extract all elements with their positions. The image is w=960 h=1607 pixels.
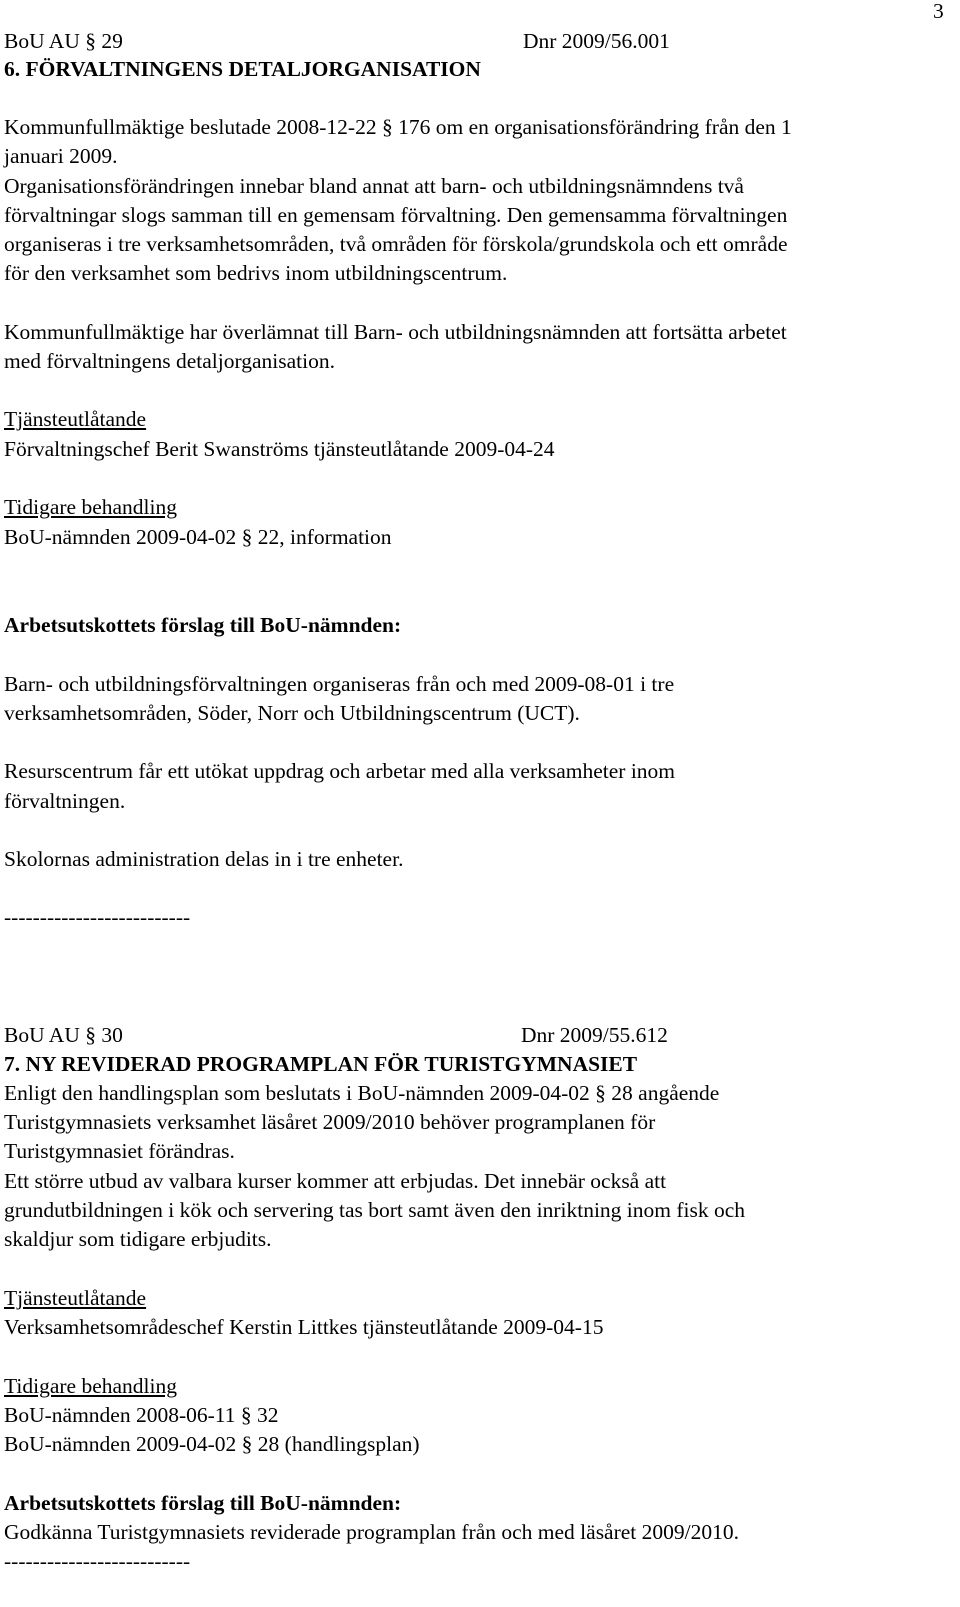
body-line: Ett större utbud av valbara kurser kommer att erbjudas. Det innebär också att: [4, 1169, 667, 1193]
tjansteutlatande-heading: Tjänsteutlåtande: [4, 407, 147, 431]
tidigare-behandling-text: BoU-nämnden 2009-04-02 § 22, information: [4, 525, 392, 549]
intro-line: januari 2009.: [4, 144, 118, 168]
intro-line: Organisationsförändringen innebar bland annat att barn- och utbildningsnämndens två: [4, 174, 744, 198]
diary-number: Dnr 2009/56.001: [523, 29, 670, 53]
proposal-line: Barn- och utbildningsförvaltningen organiseras från och med 2009-08-01 i tre: [4, 672, 675, 696]
body-line: skaldjur som tidigare erbjudits.: [4, 1227, 272, 1251]
proposal-line: förvaltningen.: [4, 789, 126, 813]
tidigare-behandling-text: BoU-nämnden 2008-06-11 § 32: [4, 1403, 279, 1427]
tjansteutlatande-text: Verksamhetsområdeschef Kerstin Littkes tjänsteutlåtande 2009-04-15: [4, 1315, 604, 1339]
proposal-line: Skolornas administration delas in i tre enheter.: [4, 847, 404, 871]
section-ref: BoU AU § 30: [4, 1023, 123, 1047]
proposal-heading: Arbetsutskottets förslag till BoU-nämnden:: [4, 613, 402, 637]
tjansteutlatande-heading: Tjänsteutlåtande: [4, 1286, 147, 1310]
section-ref: BoU AU § 29: [4, 29, 123, 53]
paragraph-line: med förvaltningens detaljorganisation.: [4, 349, 335, 373]
body-line: Turistgymnasiets verksamhet läsåret 2009/2010 behöver programplanen för: [4, 1110, 656, 1134]
section-title: 7. NY REVIDERAD PROGRAMPLAN FÖR TURISTGYMNASIET: [4, 1052, 638, 1076]
page-number: 3: [933, 0, 944, 23]
paragraph-line: Kommunfullmäktige har överlämnat till Barn- och utbildningsnämnden att fortsätta arbetet: [4, 320, 787, 344]
body-line: Enligt den handlingsplan som beslutats i BoU-nämnden 2009-04-02 § 28 angående: [4, 1081, 720, 1105]
tidigare-behandling-text: BoU-nämnden 2009-04-02 § 28 (handlingsplan): [4, 1432, 420, 1456]
proposal-heading: Arbetsutskottets förslag till BoU-nämnden:: [4, 1491, 402, 1515]
tjansteutlatande-text: Förvaltningschef Berit Swanströms tjänsteutlåtande 2009-04-24: [4, 437, 555, 461]
tidigare-behandling-heading: Tidigare behandling: [4, 1374, 177, 1398]
intro-line: organiseras i tre verksamhetsområden, två områden för förskola/grundskola och ett område: [4, 232, 788, 256]
intro-line: förvaltningar slogs samman till en gemensam förvaltning. Den gemensamma förvaltningen: [4, 203, 788, 227]
tidigare-behandling-heading: Tidigare behandling: [4, 495, 177, 519]
proposal-text: Godkänna Turistgymnasiets reviderade programplan från och med läsåret 2009/2010.: [4, 1520, 739, 1544]
diary-number: Dnr 2009/55.612: [521, 1023, 668, 1047]
intro-line: för den verksamhet som bedrivs inom utbildningscentrum.: [4, 261, 508, 285]
section-title: 6. FÖRVALTNINGENS DETALJORGANISATION: [4, 57, 481, 81]
intro-line: Kommunfullmäktige beslutade 2008-12-22 § 176 om en organisationsförändring från den 1: [4, 115, 792, 139]
proposal-line: verksamhetsområden, Söder, Norr och Utbildningscentrum (UCT).: [4, 701, 580, 725]
body-line: grundutbildningen i kök och servering tas bort samt även den inriktning inom fisk och: [4, 1198, 746, 1222]
body-line: Turistgymnasiet förändras.: [4, 1139, 235, 1163]
section-divider: --------------------------: [4, 905, 191, 929]
proposal-line: Resurscentrum får ett utökat uppdrag och arbetar med alla verksamheter inom: [4, 759, 676, 783]
section-divider: --------------------------: [4, 1549, 191, 1573]
